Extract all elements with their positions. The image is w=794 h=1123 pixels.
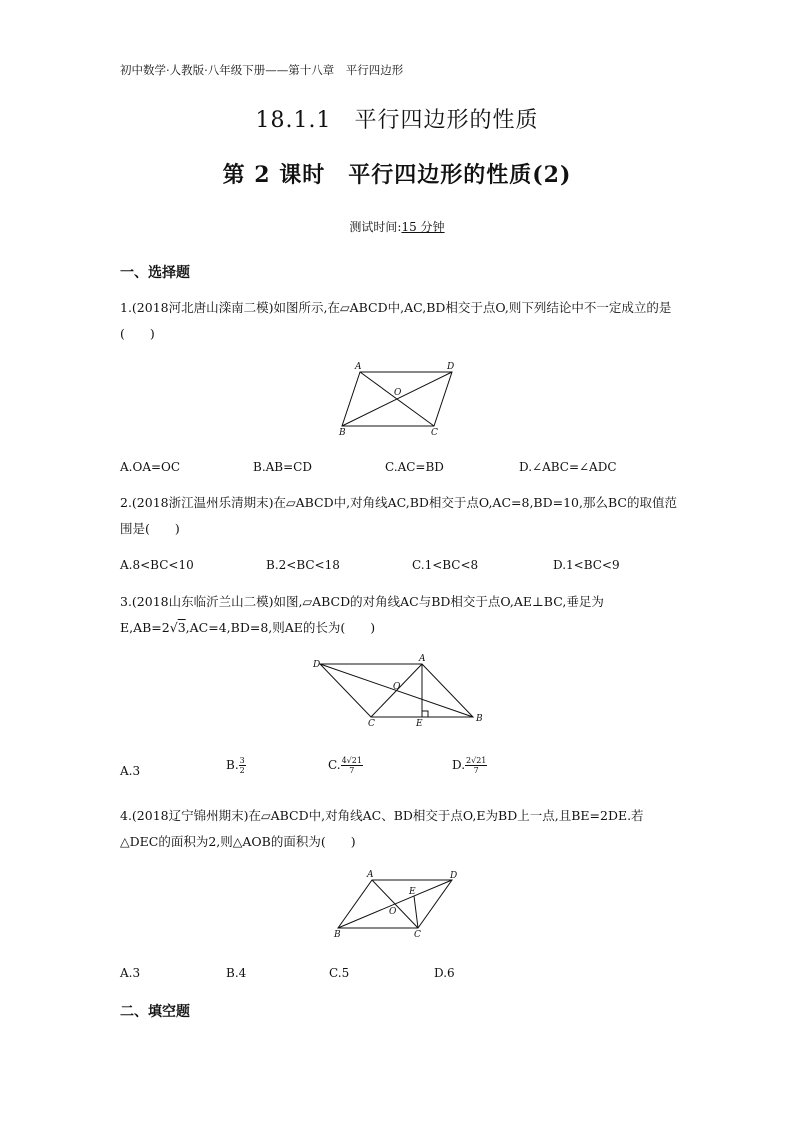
sqrt-symbol: √	[169, 620, 178, 635]
q3-option-d-numerator: 2√21	[466, 756, 487, 765]
diagonal-bd-q1	[342, 372, 452, 426]
q3-option-c-numerator: 4√21	[341, 756, 362, 765]
q3-option-b-numerator: 3	[239, 756, 245, 765]
q4-option-b[interactable]: B.4	[226, 966, 247, 980]
q3-option-b-fraction	[239, 756, 246, 775]
figure-q1-label-o: O	[394, 388, 402, 398]
question-3-text-part1: 3.(2018山东临沂兰山二模)如图,▱ABCD的对角线AC与BD相交于点O,AE⊥BC,垂足为E,AB=2	[120, 594, 604, 635]
test-time	[0, 218, 794, 235]
figure-q3-label-o: O	[393, 682, 401, 692]
question-4: 4.(2018辽宁锦州期末)在▱ABCD中,对角线AC、BD相交于点O,E为BD上一点,且BE=2DE.若△DEC的面积为2,则△AOB的面积为( )	[120, 808, 644, 849]
figure-q3-label-c: C	[368, 719, 375, 729]
figure-q3	[310, 652, 490, 732]
section-title: 18.1.1 平行四边形的性质	[255, 108, 539, 133]
figure-q4-label-o: O	[389, 907, 397, 917]
q3-option-c-fraction	[341, 756, 363, 775]
q3-option-b[interactable]	[226, 756, 246, 775]
q3-option-b-prefix: B.	[226, 758, 239, 772]
figure-q4	[330, 868, 470, 940]
q3-option-c[interactable]	[328, 756, 363, 775]
q2-option-a[interactable]: A.8<BC<10	[120, 558, 194, 572]
right-angle-mark	[422, 711, 428, 717]
figure-q3-label-e: E	[416, 719, 423, 729]
test-time-label: 测试时间:	[349, 220, 402, 234]
q3-option-d-prefix: D.	[452, 758, 466, 772]
page-header: 初中数学·人教版·八年级下册——第十八章 平行四边形	[120, 63, 404, 77]
lesson-title: 第 2 课时 平行四边形的性质(2)	[222, 162, 572, 188]
figure-q1-label-b: B	[339, 428, 346, 438]
question-2: 2.(2018浙江温州乐清期末)在▱ABCD中,对角线AC,BD相交于点O,AC=8,BD=10,那么BC的取值范围是( )	[120, 495, 677, 536]
figure-q3-label-a: A	[419, 654, 426, 664]
q1-option-d[interactable]: D.∠ABC=∠ADC	[519, 460, 617, 474]
figure-q3-label-d: D	[313, 660, 321, 670]
test-time-value: 15 分钟	[401, 220, 445, 234]
question-3	[120, 589, 680, 641]
figure-q4-label-b: B	[334, 930, 341, 940]
q3-option-d-denominator: 7	[473, 766, 479, 775]
question-3-text-part2: ,AC=4,BD=8,则AE的长为( )	[185, 620, 376, 635]
q3-option-a[interactable]	[120, 764, 140, 778]
figure-q1-label-c: C	[431, 428, 438, 438]
sqrt-value: 3	[177, 620, 186, 635]
q3-option-b-denominator: 2	[239, 766, 245, 775]
figure-q1-label-a: A	[355, 362, 362, 372]
q1-option-b[interactable]: B.AB=CD	[253, 460, 312, 474]
figure-q3-label-b: B	[476, 714, 483, 724]
figure-q1	[330, 360, 470, 438]
section-heading-choice: 一、选择题	[120, 265, 190, 281]
q2-option-c[interactable]: C.1<BC<8	[412, 558, 479, 572]
section-heading-fill: 二、填空题	[120, 1004, 190, 1020]
q2-option-d[interactable]: D.1<BC<9	[553, 558, 620, 572]
q3-option-d-fraction	[465, 756, 487, 775]
q3-option-d[interactable]	[452, 756, 487, 775]
q4-option-c[interactable]: C.5	[329, 966, 350, 980]
q4-option-d[interactable]: D.6	[434, 966, 455, 980]
question-1: 1.(2018河北唐山滦南二模)如图所示,在▱ABCD中,AC,BD相交于点O,则下列结论中不一定成立的是( )	[120, 300, 672, 341]
q3-option-c-denominator: 7	[349, 766, 355, 775]
q1-option-c[interactable]: C.AC=BD	[385, 460, 444, 474]
figure-q4-label-a: A	[367, 870, 374, 880]
q3-option-a-prefix: A.	[120, 764, 133, 778]
q3-option-c-prefix: C.	[328, 758, 341, 772]
q1-option-a[interactable]: A.OA=OC	[120, 460, 181, 474]
figure-q4-label-c: C	[414, 930, 421, 940]
q3-option-a-value: 3	[132, 764, 141, 778]
figure-q4-label-d: D	[450, 871, 458, 881]
segment-ec	[414, 896, 418, 928]
q2-option-b[interactable]: B.2<BC<18	[266, 558, 340, 572]
q4-option-a[interactable]: A.3	[120, 966, 141, 980]
figure-q4-label-e: E	[409, 887, 416, 897]
figure-q1-label-d: D	[447, 362, 455, 372]
